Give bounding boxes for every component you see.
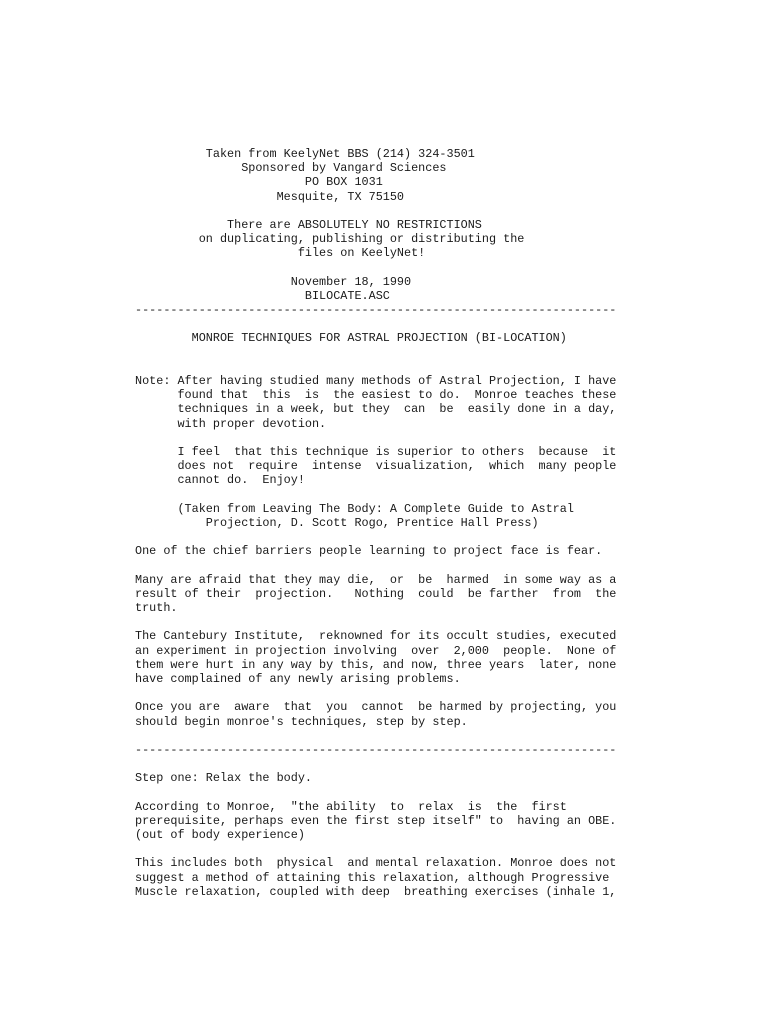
text-line: with proper devotion.	[135, 416, 327, 431]
text-line: Mesquite, TX 75150	[135, 189, 405, 204]
text-line: Sponsored by Vangard Sciences	[135, 161, 447, 176]
text-line	[135, 558, 655, 572]
text-line: Step one: Relax the body.	[135, 771, 312, 786]
text-line: Once you are aware that you cannot be harmed by projecting, you	[135, 700, 617, 715]
text-line: Many are afraid that they may die, or be harmed in some way as a	[135, 572, 617, 587]
text-line: I feel that this technique is superior to others because it	[135, 444, 617, 459]
text-line: BILOCATE.ASC	[135, 288, 390, 303]
text-line: Taken from KeelyNet BBS (214) 324-3501	[135, 147, 475, 161]
text-line: MONROE TECHNIQUES FOR ASTRAL PROJECTION (BI-LOCATION)	[135, 331, 567, 346]
text-line: an experiment in projection involving over 2,000 people. None of	[135, 643, 617, 658]
text-line: suggest a method of attaining this relaxation, although Progressive	[135, 870, 610, 885]
text-line: does not require intense visualization, which many people	[135, 459, 617, 474]
text-line: on duplicating, publishing or distributing the	[135, 232, 525, 247]
text-line: This includes both physical and mental relaxation. Monroe does not	[135, 856, 617, 871]
text-line	[135, 431, 655, 445]
text-line: According to Monroe, "the ability to relax is the first	[135, 799, 567, 814]
text-line	[135, 360, 655, 374]
text-line: Projection, D. Scott Rogo, Prentice Hall Press)	[135, 515, 539, 530]
text-line: files on KeelyNet!	[135, 246, 426, 261]
text-line: techniques in a week, but they can be easily done in a day,	[135, 402, 617, 417]
text-line: --------------------------------------------------------------------	[135, 303, 617, 318]
text-line: --------------------------------------------------------------------	[135, 742, 617, 757]
text-line: There are ABSOLUTELY NO RESTRICTIONS	[135, 217, 482, 232]
text-line: result of their projection. Nothing could be farther from the	[135, 586, 617, 601]
text-line: November 18, 1990	[135, 274, 412, 289]
text-line: Muscle relaxation, coupled with deep breathing exercises (inhale 1,	[135, 884, 617, 899]
text-line	[135, 785, 655, 799]
text-line: should begin monroe's techniques, step by step.	[135, 714, 468, 729]
text-line: The Cantebury Institute, reknowned for its occult studies, executed	[135, 629, 617, 644]
document-text	[135, 147, 655, 899]
text-line	[135, 729, 655, 743]
text-line: found that this is the easiest to do. Monroe teaches these	[135, 388, 617, 403]
text-line: cannot do. Enjoy!	[135, 473, 305, 488]
text-line	[135, 488, 655, 502]
text-line	[135, 261, 655, 275]
text-line: (out of body experience)	[135, 828, 305, 842]
text-line	[135, 615, 655, 629]
text-line: truth.	[135, 601, 178, 615]
text-line	[135, 530, 655, 544]
text-line: have complained of any newly arising problems.	[135, 671, 461, 686]
text-line: (Taken from Leaving The Body: A Complete Guide to Astral	[135, 501, 574, 516]
text-line	[135, 317, 655, 331]
text-line	[135, 346, 655, 360]
text-line: One of the chief barriers people learning to project face is fear.	[135, 544, 603, 559]
text-line	[135, 686, 655, 700]
text-line: prerequisite, perhaps even the first step itself" to having an OBE.	[135, 813, 617, 828]
text-line	[135, 757, 655, 771]
text-line	[135, 842, 655, 856]
text-line: them were hurt in any way by this, and now, three years later, none	[135, 657, 617, 672]
text-line: Note: After having studied many methods of Astral Projection, I have	[135, 374, 617, 388]
text-line	[135, 204, 655, 218]
text-line: PO BOX 1031	[135, 175, 383, 190]
